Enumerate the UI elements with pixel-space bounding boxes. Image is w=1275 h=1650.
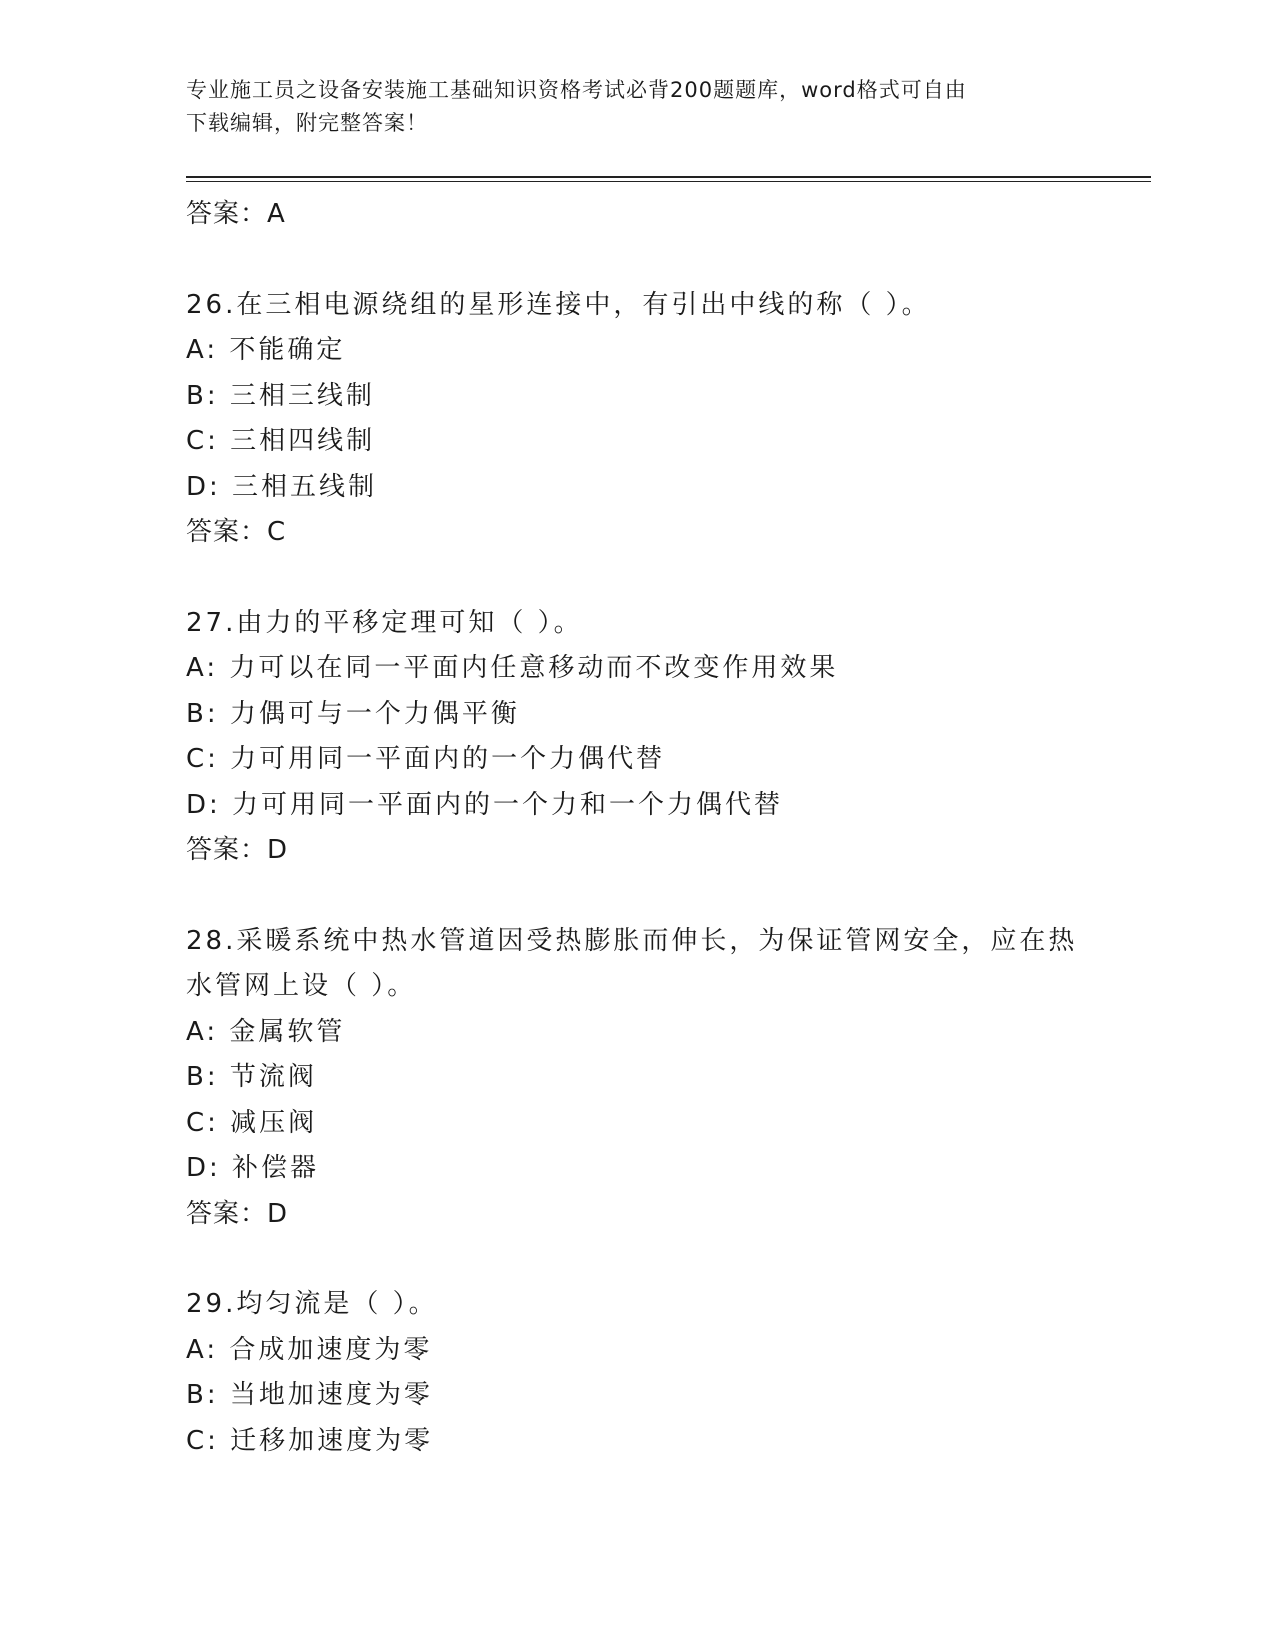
option-a: A: 金属软管 <box>186 1016 346 1047</box>
question-block <box>186 601 1086 874</box>
answer-line: 答案：A <box>186 199 286 229</box>
spacer <box>186 1237 1086 1282</box>
option-c: C: 迁移加速度为零 <box>186 1425 434 1456</box>
answer-line: 答案：C <box>186 517 287 547</box>
option-c: C: 力可用同一平面内的一个力偶代替 <box>186 744 666 774</box>
question-list <box>186 192 1086 1464</box>
question-block <box>186 919 1086 1238</box>
option-d: D: 力可用同一平面内的一个力和一个力偶代替 <box>186 789 784 820</box>
option-d: D: 补偿器 <box>186 1153 320 1183</box>
question-stem: 27.由力的平移定理可知（ ）。 <box>186 607 583 638</box>
spacer <box>186 238 1086 283</box>
answer-line: 答案：D <box>186 835 289 865</box>
question-stem: 28.采暖系统中热水管道因受热膨胀而伸长，为保证管网安全，应在热 <box>186 925 1078 956</box>
header-title-line1: 专业施工员之设备安装施工基础知识资格考试必背200题题库，word格式可自由 <box>186 78 967 102</box>
header-rule-thin <box>186 181 1151 182</box>
option-b: B: 力偶可与一个力偶平衡 <box>186 698 520 729</box>
header-rule-thick <box>186 176 1151 178</box>
option-a: A: 合成加速度为零 <box>186 1334 433 1365</box>
option-c: C: 减压阀 <box>186 1107 318 1138</box>
option-b: B: 节流阀 <box>186 1062 317 1092</box>
option-a: A: 不能确定 <box>186 335 346 365</box>
option-c: C: 三相四线制 <box>186 426 376 456</box>
question-stem: 26.在三相电源绕组的星形连接中，有引出中线的称（ ）。 <box>186 289 931 320</box>
spacer <box>186 556 1086 601</box>
spacer <box>186 874 1086 919</box>
question-block <box>186 1282 1086 1464</box>
option-d: D: 三相五线制 <box>186 471 378 502</box>
option-a: A: 力可以在同一平面内任意移动而不改变作用效果 <box>186 653 839 683</box>
option-b: B: 三相三线制 <box>186 380 375 411</box>
question-stem: 29.均匀流是（ ）。 <box>186 1289 438 1319</box>
document-header <box>186 74 1066 140</box>
question-stem-continued: 水管网上设（ ）。 <box>186 971 417 1001</box>
header-title-line2: 下载编辑，附完整答案！ <box>186 111 428 135</box>
answer-line: 答案：D <box>186 1198 289 1229</box>
question-block <box>186 283 1086 556</box>
option-b: B: 当地加速度为零 <box>186 1380 433 1410</box>
